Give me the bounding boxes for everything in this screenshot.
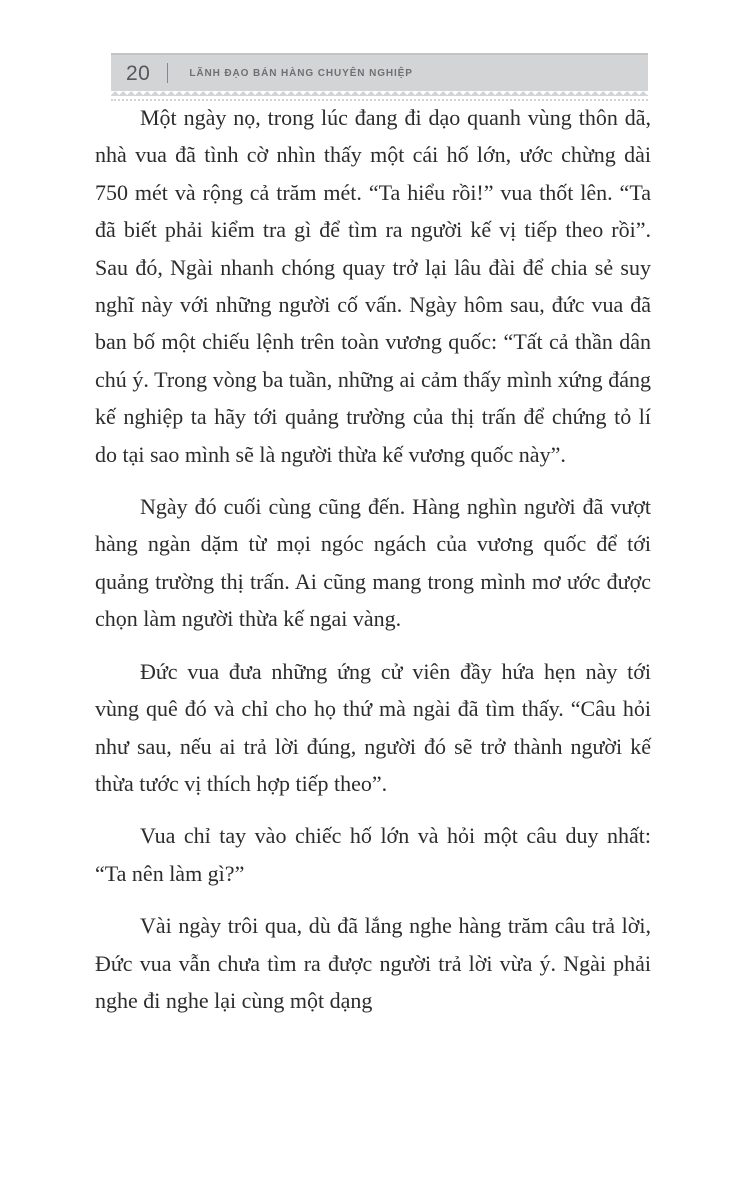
page-number: 20 xyxy=(126,61,151,85)
page-header xyxy=(111,53,648,101)
paragraph-2: Ngày đó cuối cùng cũng đến. Hàng nghìn người đã vượt hàng ngàn dặm từ mọi ngóc ngách của vương quốc để tới quảng trường thị trấn. Ai cũng mang trong mình mơ ước được chọn làm người thừa kế ngai vàng. xyxy=(95,494,651,632)
paragraph-5: Vài ngày trôi qua, dù đã lắng nghe hàng trăm câu trả lời, Đức vua vẫn chưa tìm ra được người trả lời vừa ý. Ngài phải nghe đi nghe lại cùng một dạng xyxy=(95,913,651,1013)
page-body xyxy=(95,99,651,1034)
paragraph-1: Một ngày nọ, trong lúc đang đi dạo quanh vùng thôn dã, nhà vua đã tình cờ nhìn thấy một cái hố lớn, ước chừng dài 750 mét và rộng cả trăm mét. “Ta hiểu rồi!” vua thốt lên. “Ta đã biết phải kiểm tra gì để tìm ra người kế vị tiếp theo rồi”. Sau đó, Ngài nhanh chóng quay trở lại lâu đài để chia sẻ suy nghĩ này với những người cố vấn. Ngày hôm sau, đức vua đã ban bố một chiếu lệnh trên toàn vương quốc: “Tất cả thần dân chú ý. Trong vòng ba tuần, những ai cảm thấy mình xứng đáng kế nghiệp ta hãy tới quảng trường của thị trấn để chứng tỏ lí do tại sao mình sẽ là người thừa kế vương quốc này”. xyxy=(95,105,651,467)
header-band xyxy=(111,53,648,91)
header-divider xyxy=(167,63,168,83)
paragraph-4: Vua chỉ tay vào chiếc hố lớn và hỏi một câu duy nhất: “Ta nên làm gì?” xyxy=(95,823,651,886)
running-title: LÃNH ĐẠO BÁN HÀNG CHUYÊN NGHIỆP xyxy=(189,68,413,79)
paragraph-3: Đức vua đưa những ứng cử viên đầy hứa hẹn này tới vùng quê đó và chỉ cho họ thứ mà ngài đã tìm thấy. “Câu hỏi như sau, nếu ai trả lời đúng, người đó sẽ trở thành người kế thừa tước vị thích hợp tiếp theo”. xyxy=(95,658,651,796)
sawtooth-edge-decoration xyxy=(111,91,648,96)
